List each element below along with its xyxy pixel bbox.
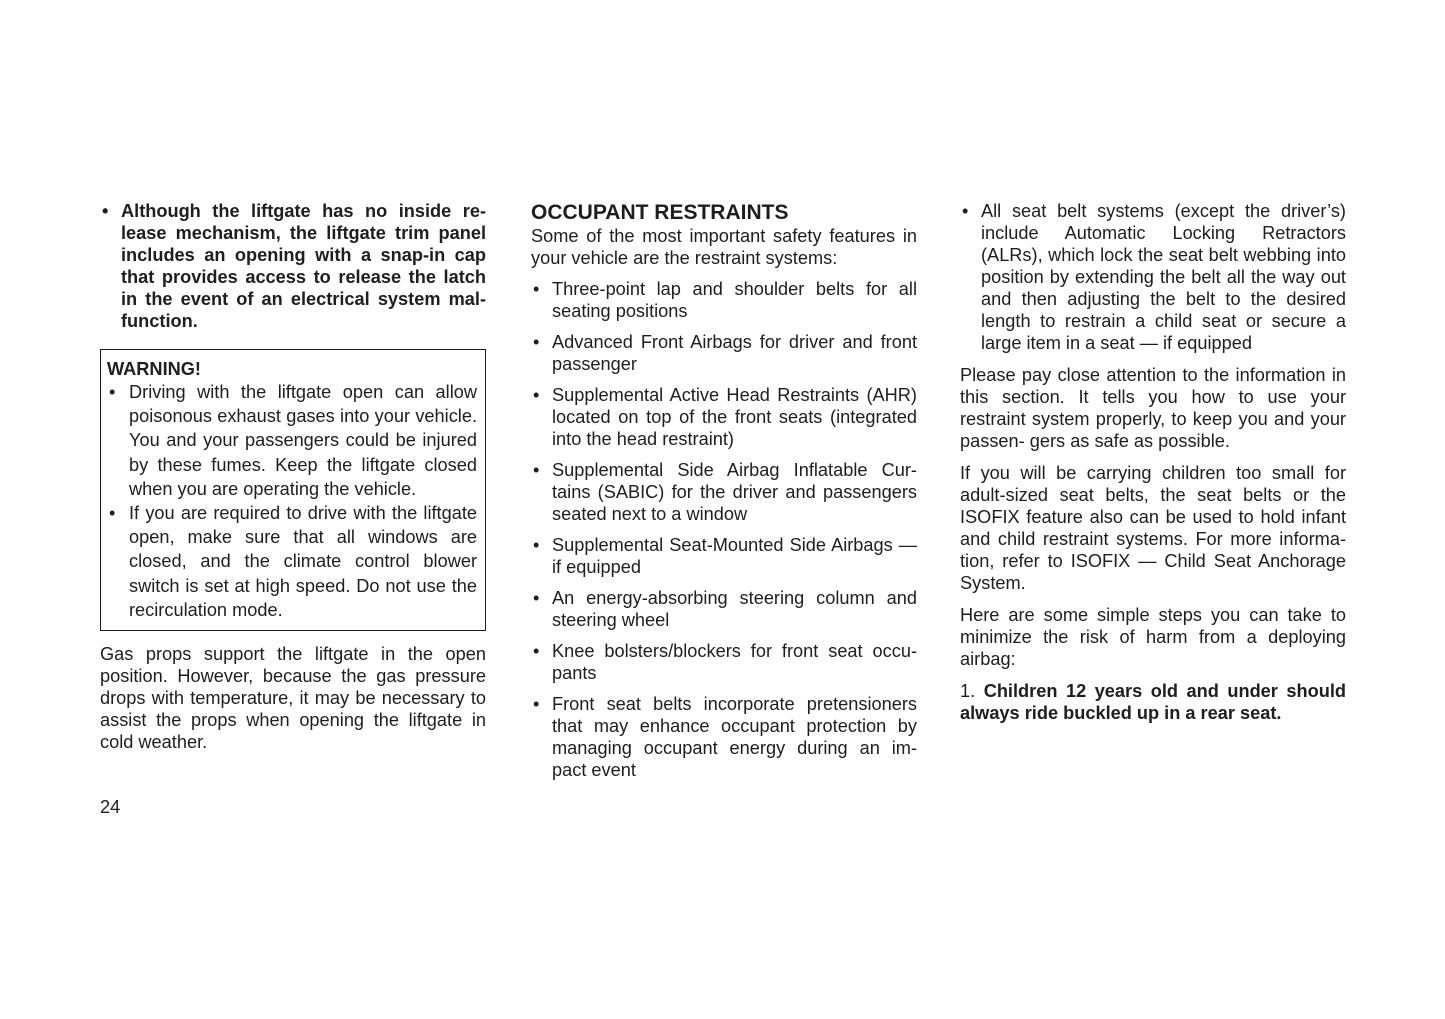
restraint-features-list [531,278,917,781]
bullet-icon: • [109,503,116,524]
page-number: 24 [100,797,121,817]
seat-belt-alr-note [960,200,1346,354]
list-item [531,640,917,684]
steps-intro-paragraph: Here are some simple steps you can take to minimize the risk of harm from a deploying airbag: [960,605,1346,669]
list-item [531,384,917,450]
bullet-icon: • [533,460,540,480]
list-item-text: Advanced Front Airbags for driver and front passenger [552,332,917,374]
bullet-icon: • [102,201,109,221]
left-column [100,200,486,753]
seat-belt-alr-text: All seat belt systems (except the driver’s) include Automatic Locking Retractors (ALRs), which lock the seat belt webbing into position by extending the belt all the way out and then adjusting the belt to the desired length to restrain a child seat or secure a large item in a seat — if equipped [981,201,1346,353]
list-item [531,534,917,578]
attention-paragraph: Please pay close attention to the information in this section. It tells you how to use your restraint system properly, to keep you and your passen- gers as safe as possible. [960,365,1346,451]
liftgate-release-text: Although the liftgate has no inside re- lease mechanism, the liftgate trim panel includes an opening with a snap-in cap that provides access to release the latch in the event of an electrical system mal- function. [121,201,486,331]
section-heading: OCCUPANT RESTRAINTS [531,201,789,224]
list-item-text: Supplemental Side Airbag Inflatable Cur- tains (SABIC) for the driver and passengers seated next to a window [552,460,917,524]
warning-item-text: If you are required to drive with the liftgate open, make sure that all windows are closed, and the climate control blower switch is set at high speed. Do not use the recirculation mode. [129,503,477,620]
list-item [531,587,917,631]
warning-item-text: Driving with the liftgate open can allow poisonous exhaust gases into your vehicle. You and your passengers could be injured by these fumes. Keep the liftgate closed when you are operating the vehicle. [129,382,477,499]
right-column [960,200,1346,724]
liftgate-release-note [100,200,486,332]
list-item-text: Three-point lap and shoulder belts for all seating positions [552,279,917,321]
list-item-text: Front seat belts incorporate pretensioners that may enhance occupant protection by managing occupant energy during an im- pact event [552,694,917,780]
bullet-icon: • [533,588,540,608]
bullet-icon: • [533,385,540,405]
list-item-text: Supplemental Active Head Restraints (AHR) located on top of the front seats (integrated into the head restraint) [552,385,917,449]
list-item [531,693,917,781]
list-item [531,278,917,322]
bullet-icon: • [533,332,540,352]
list-item [531,331,917,375]
children-paragraph: If you will be carrying children too small for adult-sized seat belts, the seat belts or the ISOFIX feature also can be used to hold infant and child restraint systems. For more informa- tion, refer to ISOFIX — Child Seat Anchorage System. [960,463,1346,593]
bullet-icon: • [109,382,116,402]
step-number: 1. [960,681,976,701]
list-item-text: Knee bolsters/blockers for front seat occu- pants [552,641,917,683]
warning-item [107,380,477,501]
middle-column [531,200,917,781]
list-item-text: An energy-absorbing steering column and steering wheel [552,588,917,630]
restraints-intro: Some of the most important safety features in your vehicle are the restraint systems: [531,226,917,268]
step-1 [960,680,1346,724]
warning-title: WARNING! [107,359,201,379]
list-item [531,459,917,525]
gas-props-paragraph: Gas props support the liftgate in the open position. However, because the gas pressure drops with temperature, it may be necessary to assist the props when opening the liftgate in cold weather. [100,644,486,753]
bullet-icon: • [533,641,540,661]
warning-box [100,349,486,631]
bullet-icon: • [533,279,540,299]
step-text: Children 12 years old and under should always ride buckled up in a rear seat. [960,681,1346,723]
warning-item [107,501,477,622]
list-item-text: Supplemental Seat-Mounted Side Airbags — if equipped [552,535,917,577]
bullet-icon: • [533,535,540,555]
bullet-icon: • [533,694,540,714]
bullet-icon: • [962,201,969,221]
